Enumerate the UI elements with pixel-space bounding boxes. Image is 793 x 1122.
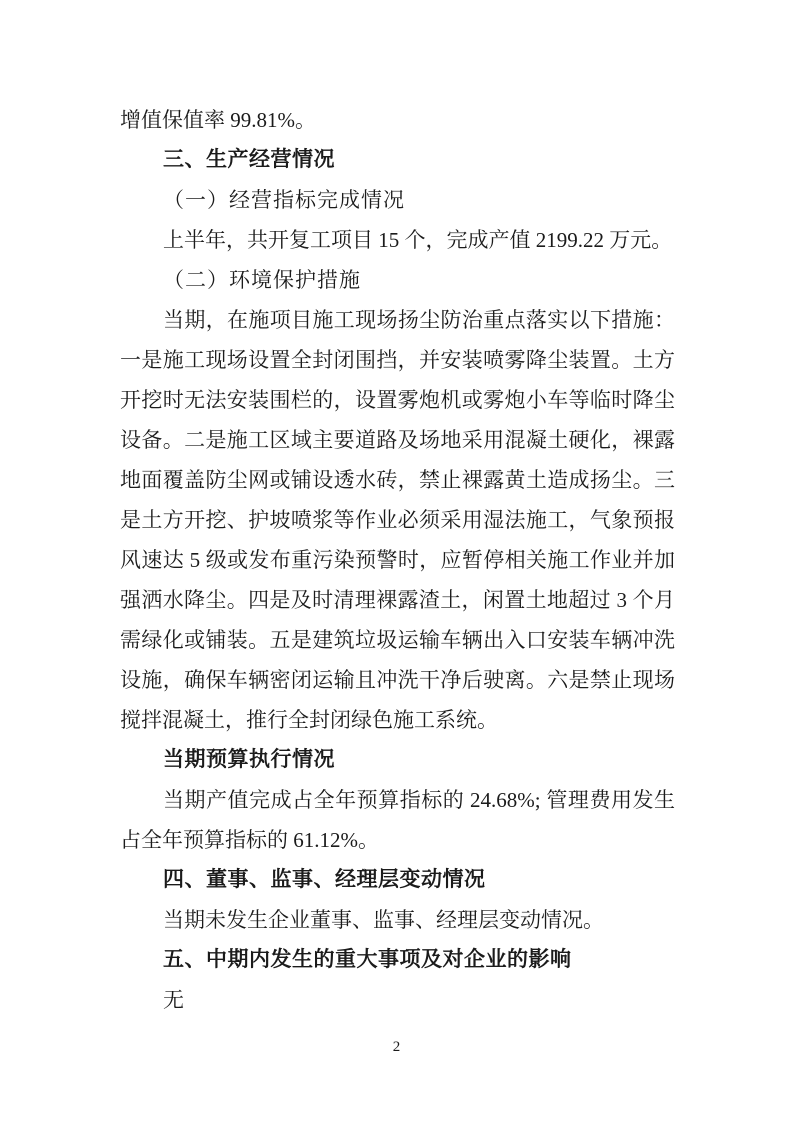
document-body xyxy=(120,100,675,1020)
heading-section-5-line-1: 五、中期内发生的重大事项及对企业的影响 xyxy=(163,948,572,971)
page-footer xyxy=(0,1036,793,1058)
subheading-3-2-line-1: （二）环境保护措施 xyxy=(163,268,361,292)
paragraph-environment-measures-line-2: 一是施工现场设置全封闭围挡，并安装喷雾降尘装置。土方 xyxy=(120,348,675,372)
paragraph-environment-measures-line-6: 是土方开挖、护坡喷浆等作业必须采用湿法施工，气象预报 xyxy=(120,508,675,532)
paragraph-budget-execution-line-2: 占全年预算指标的 61.12%。 xyxy=(120,828,379,852)
paragraph-environment-measures-line-4: 设备。二是施工区域主要道路及场地采用混凝土硬化，裸露 xyxy=(120,428,675,452)
heading-section-4-line-1: 四、董事、监事、经理层变动情况 xyxy=(163,868,486,891)
paragraph-budget-execution-line-1: 当期产值完成占全年预算指标的 24.68%; 管理费用发生 xyxy=(163,788,675,812)
subheading-3-1-line-1: （一）经营指标完成情况 xyxy=(163,188,405,212)
heading-budget-execution-line-1: 当期预算执行情况 xyxy=(163,748,335,771)
page-number: 2 xyxy=(392,1039,401,1055)
paragraph-value-preservation-line-1: 增值保值率 99.81%。 xyxy=(120,108,316,132)
paragraph-environment-measures-line-11: 搅拌混凝土，推行全封闭绿色施工系统。 xyxy=(120,708,498,732)
paragraph-environment-measures-line-1: 当期，在施项目施工现场扬尘防治重点落实以下措施： xyxy=(163,308,675,332)
paragraph-environment-measures-line-7: 风速达 5 级或发布重污染预警时，应暂停相关施工作业并加 xyxy=(120,548,675,572)
paragraph-environment-measures-line-8: 强洒水降尘。四是及时清理裸露渣土，闲置土地超过 3 个月 xyxy=(120,588,675,612)
paragraph-major-events-line-1: 无 xyxy=(163,988,184,1012)
heading-section-3-line-1: 三、生产经营情况 xyxy=(163,148,335,171)
paragraph-operating-indicators-line-1: 上半年，共开复工项目 15 个，完成产值 2199.22 万元。 xyxy=(163,228,673,252)
paragraph-environment-measures-line-3: 开挖时无法安装围栏的，设置雾炮机或雾炮小车等临时降尘 xyxy=(120,388,675,412)
paragraph-environment-measures-line-9: 需绿化或铺装。五是建筑垃圾运输车辆出入口安装车辆冲洗 xyxy=(120,628,675,652)
paragraph-environment-measures-line-5: 地面覆盖防尘网或铺设透水砖，禁止裸露黄土造成扬尘。三 xyxy=(120,468,675,492)
paragraph-directors-change-line-1: 当期未发生企业董事、监事、经理层变动情况。 xyxy=(163,908,604,932)
paragraph-environment-measures-line-10: 设施，确保车辆密闭运输且冲洗干净后驶离。六是禁止现场 xyxy=(120,668,675,692)
